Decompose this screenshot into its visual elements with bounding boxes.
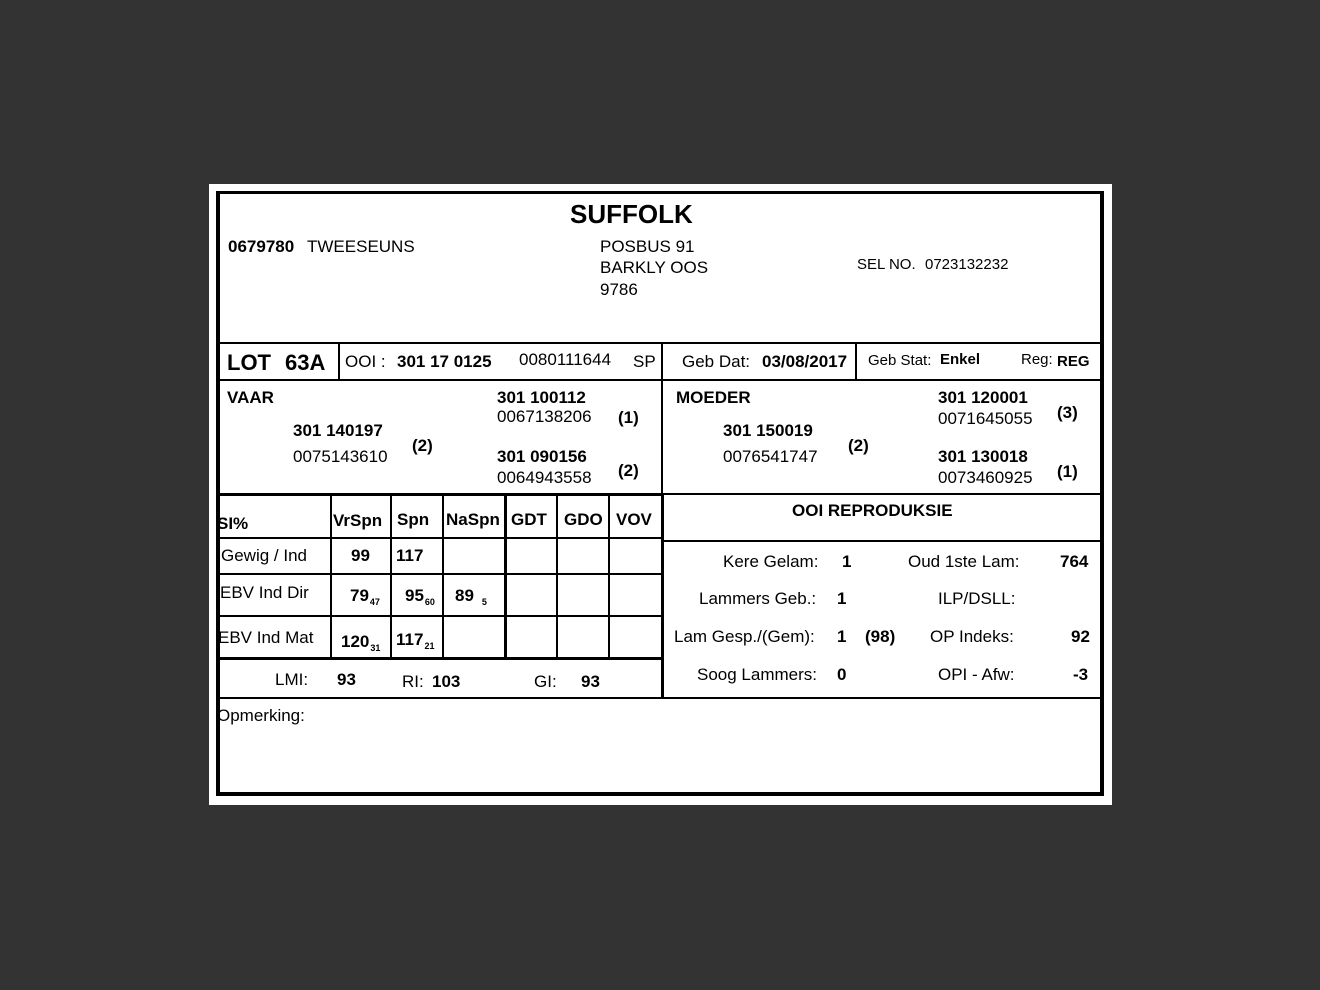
perf-spn-accuracy: 60 <box>424 597 435 607</box>
repro-header-line <box>662 540 1104 542</box>
perf-row-line-1 <box>216 573 664 575</box>
sire-count: (2) <box>412 436 433 455</box>
repro-right-label: OP Indeks: <box>930 627 1014 646</box>
sire-reg: 0075143610 <box>293 447 388 466</box>
perf-header-line <box>216 537 664 539</box>
lmi-value: 93 <box>337 670 356 689</box>
lot-sep-3 <box>855 342 857 380</box>
repro-right-label: OPI - Afw: <box>938 665 1015 684</box>
sire-dam-id: 301 090156 <box>497 447 587 466</box>
remarks-label: Opmerking: <box>217 706 305 725</box>
perf-row-label: EBV Ind Mat <box>218 628 314 647</box>
divider-lot <box>216 379 1104 381</box>
dam-sire-id: 301 120001 <box>938 388 1028 407</box>
repro-value: 1 <box>842 552 852 571</box>
dam-dam-reg: 0073460925 <box>938 468 1033 487</box>
perf-spn-value: $95_{60}$ <box>405 586 435 607</box>
reproduction-title: OOI REPRODUKSIE <box>792 501 953 520</box>
perf-vrspn-value: $120_{31}$ <box>341 632 381 653</box>
dam-count: (2) <box>848 436 869 455</box>
lot-number: 63A <box>285 350 326 375</box>
perf-vrspn-value: 99 <box>351 546 370 565</box>
phone-label: SEL NO. <box>857 256 916 273</box>
birth-status: Enkel <box>940 351 981 368</box>
breed-title: SUFFOLK <box>570 199 693 229</box>
repro-label: Kere Gelam: <box>723 552 819 571</box>
gi-value: 93 <box>581 672 600 691</box>
divider-remarks <box>216 697 1104 699</box>
repro-label: Lammers Geb.: <box>699 589 817 608</box>
lmi-label: LMI: <box>275 670 309 689</box>
lot-label: LOT <box>227 350 271 375</box>
perf-naspn-accuracy: 5 <box>481 597 487 607</box>
reg-label: Reg: <box>1021 351 1053 368</box>
repro-value: 0 <box>837 665 847 684</box>
lot-sep-1 <box>338 342 340 380</box>
perf-col-6 <box>608 495 610 658</box>
birth-status-label: Geb Stat: <box>868 352 932 369</box>
perf-bottom-border <box>216 657 664 660</box>
sire-sire-count: (1) <box>618 408 639 427</box>
perf-vrspn-accuracy: 31 <box>370 643 381 653</box>
repro-right-label: ILP/DSLL: <box>938 589 1016 608</box>
birth-date: 03/08/2017 <box>762 352 848 371</box>
repro-right-value: -3 <box>1073 665 1089 684</box>
divider-header <box>216 342 1104 344</box>
perf-row-line-2 <box>216 615 664 617</box>
perf-vrspn-accuracy: 47 <box>369 597 380 607</box>
phone-number: 0723132232 <box>925 256 1009 273</box>
repro-extra: (98) <box>865 627 896 646</box>
repro-label: Soog Lammers: <box>697 665 817 684</box>
perf-right-border <box>661 493 664 698</box>
dam-id: 301 150019 <box>723 421 813 440</box>
sire-dam-reg: 0064943558 <box>497 468 592 487</box>
perf-header-spn: Spn <box>397 510 430 529</box>
perf-header-si: SI% <box>217 514 249 533</box>
perf-row-label: EBV Ind Dir <box>220 583 309 602</box>
perf-header-naspn: NaSpn <box>446 510 500 529</box>
perf-header-vrspn: VrSpn <box>333 511 383 530</box>
sale-card <box>209 184 1112 805</box>
repro-value: 1 <box>837 627 847 646</box>
perf-naspn-value: 89 $_5$ <box>455 586 487 607</box>
pedigree-sep <box>661 380 663 494</box>
address-line-1: POSBUS 91 <box>600 237 695 256</box>
birth-date-label: Geb Dat: <box>682 352 751 371</box>
dam-reg: 0076541747 <box>723 447 818 466</box>
ri-label: RI: <box>402 672 424 691</box>
repro-value: 1 <box>837 589 847 608</box>
sire-sire-id: 301 100112 <box>497 388 586 407</box>
dam-label: MOEDER <box>676 388 751 407</box>
perf-col-5 <box>556 495 558 658</box>
sire-label: VAAR <box>227 388 274 407</box>
ri-value: 103 <box>432 672 461 691</box>
sire-id: 301 140197 <box>293 421 383 440</box>
repro-right-value: 92 <box>1071 627 1090 646</box>
breeder-number: 0679780 <box>228 237 295 256</box>
perf-vrspn-value: $79_{47}$ <box>350 586 380 607</box>
breeder-name: TWEESEUNS <box>307 237 415 256</box>
perf-spn-value: $117_{21}$ <box>396 630 435 651</box>
dam-dam-count: (1) <box>1057 462 1078 481</box>
sire-dam-count: (2) <box>618 461 639 480</box>
dam-dam-id: 301 130018 <box>938 447 1028 466</box>
lot-sep-2 <box>661 342 663 380</box>
perf-col-2 <box>390 495 392 658</box>
gi-label: GI: <box>534 672 557 691</box>
address-line-3: 9786 <box>600 280 638 299</box>
dam-sire-reg: 0071645055 <box>938 409 1033 428</box>
animal-id: 301 17 0125 <box>397 352 492 371</box>
repro-label: Lam Gesp./(Gem): <box>674 627 815 646</box>
animal-suffix: SP <box>633 352 656 371</box>
perf-header-gdt: GDT <box>511 510 547 529</box>
sire-sire-reg: 0067138206 <box>497 407 592 426</box>
perf-col-1 <box>330 495 332 658</box>
perf-top-border <box>216 493 664 496</box>
animal-reg: 0080111644 <box>519 350 612 369</box>
perf-col-3 <box>442 495 444 658</box>
reg-value: REG <box>1057 353 1090 370</box>
perf-header-vov: VOV <box>616 510 652 529</box>
perf-row-label: Gewig / Ind <box>221 546 307 565</box>
dam-sire-count: (3) <box>1057 403 1078 422</box>
repro-right-value: 764 <box>1060 552 1089 571</box>
perf-header-gdo: GDO <box>564 510 603 529</box>
animal-label: OOI : <box>345 352 386 371</box>
perf-spn-value: 117 <box>396 546 424 565</box>
repro-right-label: Oud 1ste Lam: <box>908 552 1020 571</box>
perf-spn-accuracy: 21 <box>424 641 435 651</box>
perf-col-4-thick <box>504 495 507 658</box>
address-line-2: BARKLY OOS <box>600 258 709 277</box>
